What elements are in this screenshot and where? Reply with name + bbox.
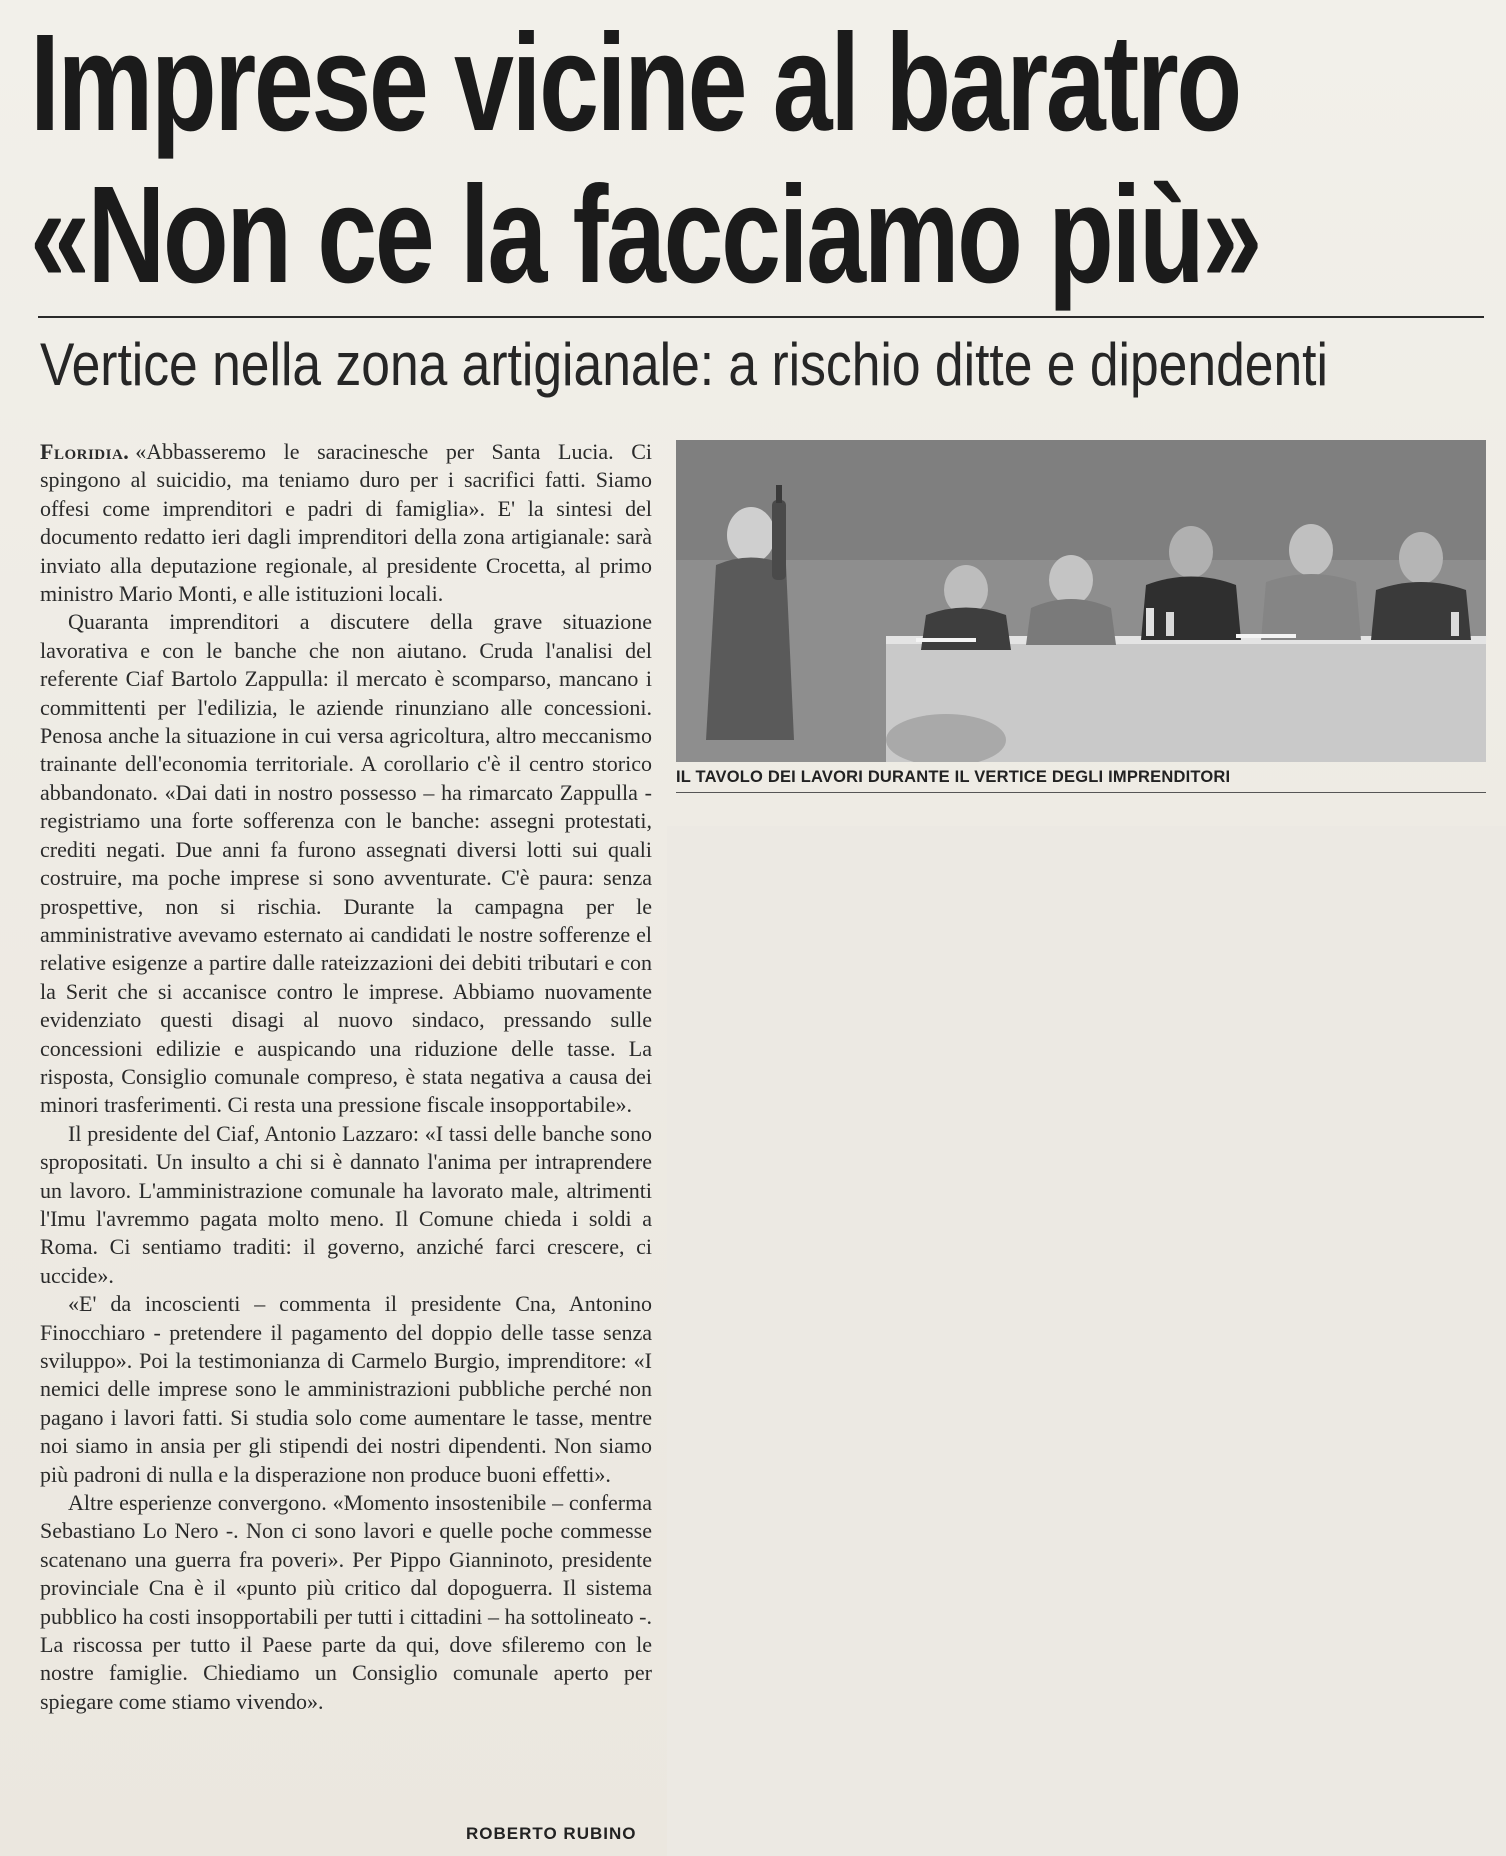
dateline: Floridia. [40, 439, 130, 464]
subheadline: Vertice nella zona artigianale: a rischio ditte e dipendenti [40, 331, 1328, 398]
paragraph-1 [40, 438, 652, 608]
headline-line-2: «Non ce la facciamo più» [30, 158, 1261, 312]
article-body [40, 438, 652, 1716]
photo-caption: IL TAVOLO DEI LAVORI DURANTE IL VERTICE DEGLI IMPRENDITORI [676, 768, 1231, 786]
paragraph-5: Altre esperienze convergono. «Momento insostenibile – conferma Sebastiano Lo Nero -. Non ci sono lavori e quelle poche commesse scatenano una guerra fra poveri». Per Pippo Gianninoto, presidente provinciale Cna è il «punto più critico dal dopoguerra. Il sistema pubblico ha costi insopportabili per tutti i cittadini – ha sottolineato -. La riscossa per tutto il Paese parte da qui, dove sfileremo con le nostre famiglie. Chiediamo un Consiglio comunale aperto per spiegare come stiamo vivendo». [40, 1490, 652, 1714]
headline [30, 6, 1490, 312]
byline: ROBERTO RUBINO [466, 1824, 637, 1843]
headline-line-1: Imprese vicine al baratro [30, 6, 1240, 160]
paragraph-2: Quaranta imprenditori a discutere della grave situazione lavorativa e con le banche che non aiutano. Cruda l'analisi del referente Ciaf Bartolo Zappulla: il mercato è scomparso, mancano i committenti per l'edilizia, le aziende rinunziano alle concessioni. Penosa anche la situazione in cui versa agricoltura, altro meccanismo trainante dell'economia territoriale. A corollario c'è il centro storico abbandonato. «Dai dati in nostro possesso – ha rimarcato Zappulla - registriamo una forte sofferenza con le banche: assegni protestati, crediti negati. Due anni fa furono assegnati diversi lotti sui quali costruire, ma poche imprese si sono avventurate. C'è paura: senza prospettive, non si rischia. Durante la campagna per le amministrative avevamo esternato ai candidati le nostre sofferenze el relative esigenze a partire dalle rateizzazioni dei debiti tributari e con la Serit che si accanisce contro le imprese. Abbiamo nuovamente evidenziato questi disagi al nuovo sindaco, pressando sulle concessioni edilizie e auspicando una riduzione delle tasse. La risposta, Consiglio comunale compreso, è stata negativa a causa dei minori trasferimenti. Ci resta una pressione fiscale insopportabile». [40, 609, 652, 1118]
paragraph-1-text: «Abbasseremo le saracinesche per Santa Lucia. Ci spingono al suicidio, ma teniamo duro per i sacrifici fatti. Siamo offesi come imprenditori e padri di famiglia». E' la sintesi del documento redatto ieri dagli imprenditori della zona artigianale: sarà inviato alla deputazione regionale, al presidente Crocetta, al primo ministro Mario Monti, e alle istituzioni locali. [40, 439, 652, 607]
paragraph-4: «E' da incoscienti – commenta il presidente Cna, Antonino Finocchiaro - pretendere il pagamento del doppio delle tasse senza sviluppo». Poi la testimonianza di Carmelo Burgio, imprenditore: «I nemici delle imprese sono le amministrazioni pubbliche perché non pagano i lavori fatti. Si studia solo come aumentare le tasse, mentre noi siamo in ansia per gli stipendi dei nostri dipendenti. Non siamo più padroni di nulla e la disperazione non produce buoni effetti». [40, 1291, 652, 1487]
paragraph-3: Il presidente del Ciaf, Antonio Lazzaro: «I tassi delle banche sono spropositati. Un insulto a chi si è dannato l'anima per intraprendere un lavoro. L'amministrazione comunale ha lavorato male, altrimenti l'Imu l'avremmo pagata molto meno. Il Comune chieda i soldi a Roma. Ci sentiamo traditi: il governo, anziché farci crescere, ci uccide». [40, 1120, 652, 1288]
caption-rule [676, 792, 1486, 793]
headline-rule [38, 316, 1484, 318]
meeting-photo [676, 440, 1486, 762]
meeting-photo-illustration [676, 440, 1486, 762]
